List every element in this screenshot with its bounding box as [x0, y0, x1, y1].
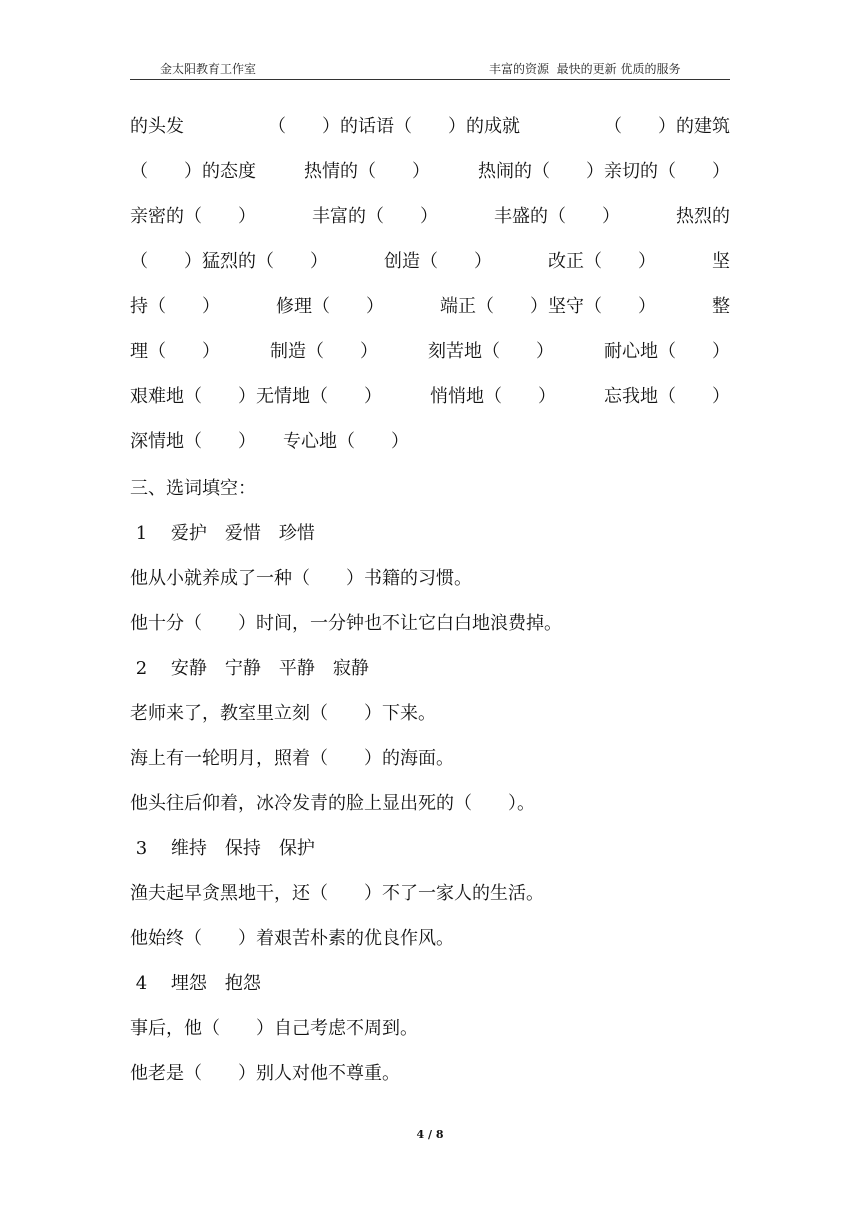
part2-row	[130, 206, 730, 228]
fill-sentence: 他老是（ ）别人对他不尊重。	[130, 1063, 400, 1084]
part2-segment: （ ）的态度	[130, 161, 256, 182]
fill-sentence: 老师来了，教室里立刻（ ）下来。	[130, 703, 436, 724]
fill-sentence: 他从小就养成了一种（ ）书籍的习惯。	[130, 568, 472, 589]
part2-segment: 艰难地（ ）无情地（ ）	[130, 386, 382, 407]
part2-segment: 热烈的	[676, 206, 730, 227]
part2-segment: （ ）的话语（ ）的成就	[268, 116, 520, 137]
fill-sentence: 他头往后仰着，冰冷发青的脸上显出死的（ ）。	[130, 793, 535, 814]
part2-segment: 丰富的（ ）	[312, 206, 438, 227]
part2-segment: 改正（ ）	[548, 251, 656, 272]
part2-segment: 持（ ）	[130, 296, 220, 317]
part2-segment: 创造（ ）	[384, 251, 492, 272]
part2-segment: 悄悄地（ ）	[430, 386, 556, 407]
header-divider	[130, 79, 730, 80]
word-options: 4 埋怨 抱怨	[130, 973, 261, 994]
part2-segment: 热情的（ ）	[304, 161, 430, 182]
part2-segment: 整	[712, 296, 730, 317]
word-options: 1 爱护 爱惜 珍惜	[130, 523, 315, 544]
part2-segment: 耐心地（ ）	[604, 341, 730, 362]
part2-segment: 理（ ）	[130, 341, 220, 362]
part2-segment: （ ）猛烈的（ ）	[130, 251, 328, 272]
part2-segment: 忘我地（ ）	[604, 386, 730, 407]
part2-row	[130, 251, 730, 273]
part2-row	[130, 161, 730, 183]
header-right-text: 丰富的资源 最快的更新 优质的服务	[489, 62, 681, 76]
fill-sentence: 海上有一轮明月，照着（ ）的海面。	[130, 748, 454, 769]
part2-row	[130, 431, 730, 453]
part2-segment: 深情地（ ） 专心地（ ）	[130, 431, 409, 452]
part2-segment: 的头发	[130, 116, 184, 137]
part2-segment: 端正（ ）坚守（ ）	[440, 296, 656, 317]
page-number: 4 / 8	[416, 1128, 444, 1141]
part2-segment: 制造（ ）	[270, 341, 378, 362]
part2-segment: （ ）的建筑	[604, 116, 730, 137]
header-left-text: 金太阳教育工作室	[160, 62, 257, 76]
part2-segment: 丰盛的（ ）	[494, 206, 620, 227]
fill-sentence: 他十分（ ）时间，一分钟也不让它白白地浪费掉。	[130, 613, 562, 634]
part2-segment: 热闹的（ ）亲切的（ ）	[478, 161, 730, 182]
fill-sentence: 他始终（ ）着艰苦朴素的优良作风。	[130, 928, 454, 949]
part2-row	[130, 386, 730, 408]
part2-segment: 亲密的（ ）	[130, 206, 256, 227]
part2-row	[130, 341, 730, 363]
part2-row	[130, 296, 730, 318]
part2-segment: 刻苦地（ ）	[428, 341, 554, 362]
part2-row	[130, 116, 730, 138]
fill-sentence: 渔夫起早贪黑地干，还（ ）不了一家人的生活。	[130, 883, 544, 904]
section3-title: 三、选词填空：	[130, 478, 256, 499]
word-options: 2 安静 宁静 平静 寂静	[130, 658, 369, 679]
fill-sentence: 事后，他（ ）自己考虑不周到。	[130, 1018, 418, 1039]
part2-segment: 修理（ ）	[276, 296, 384, 317]
part2-segment: 坚	[712, 251, 730, 272]
word-options: 3 维持 保持 保护	[130, 838, 315, 859]
